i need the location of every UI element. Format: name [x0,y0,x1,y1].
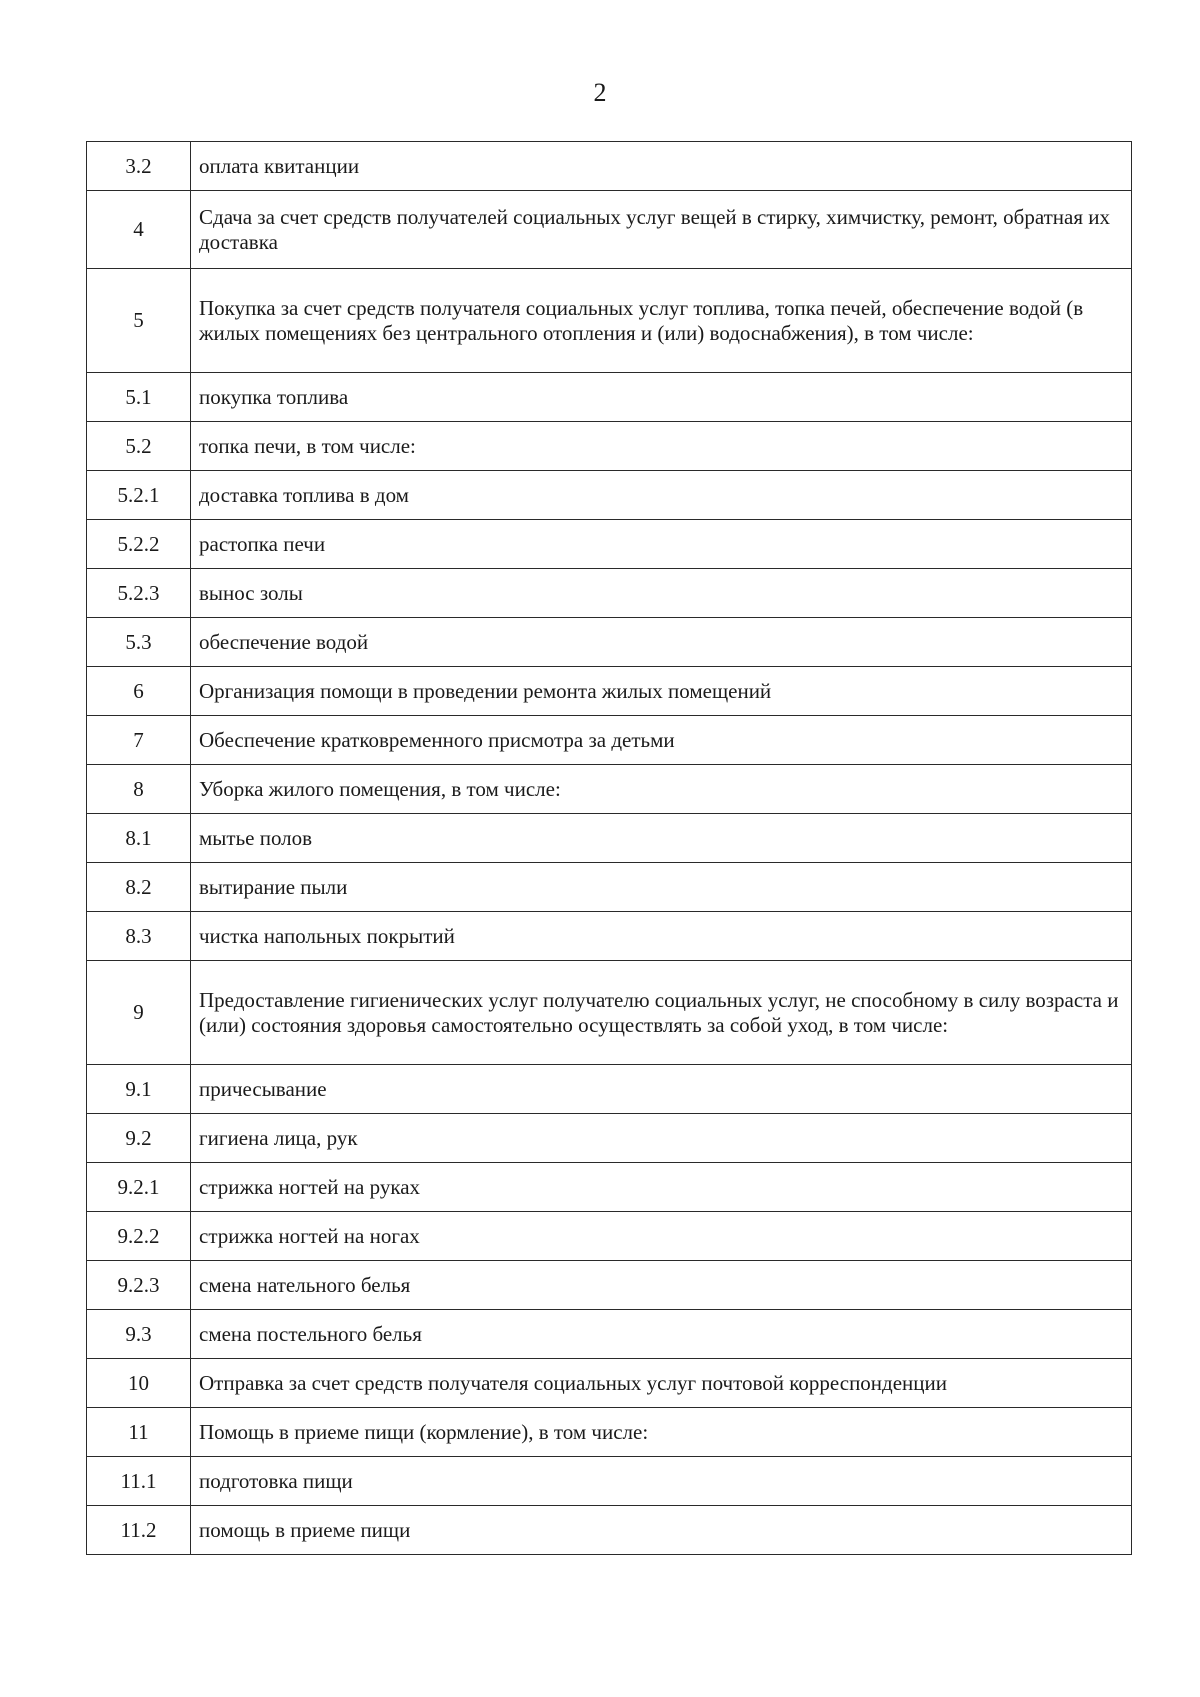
row-number: 5 [87,269,191,373]
table-row [87,716,1132,765]
row-description: Помощь в приеме пищи (кормление), в том числе: [191,1408,1132,1457]
table-row [87,912,1132,961]
row-number: 8.2 [87,863,191,912]
row-number: 6 [87,667,191,716]
row-description: вынос золы [191,569,1132,618]
table-row [87,1408,1132,1457]
row-description: Уборка жилого помещения, в том числе: [191,765,1132,814]
row-number: 8.3 [87,912,191,961]
row-description: Организация помощи в проведении ремонта жилых помещений [191,667,1132,716]
table-row [87,1310,1132,1359]
row-description: доставка топлива в дом [191,471,1132,520]
row-number: 11.2 [87,1506,191,1555]
row-description: гигиена лица, рук [191,1114,1132,1163]
row-description: помощь в приеме пищи [191,1506,1132,1555]
row-description: смена нательного белья [191,1261,1132,1310]
table-row [87,520,1132,569]
row-number: 9.2.3 [87,1261,191,1310]
row-number: 5.2.2 [87,520,191,569]
row-number: 9.3 [87,1310,191,1359]
table-row [87,142,1132,191]
row-description: Отправка за счет средств получателя социальных услуг почтовой корреспонденции [191,1359,1132,1408]
row-number: 8 [87,765,191,814]
row-description: смена постельного белья [191,1310,1132,1359]
table-row [87,1163,1132,1212]
table-row [87,863,1132,912]
row-description: обеспечение водой [191,618,1132,667]
row-description: Сдача за счет средств получателей социальных услуг вещей в стирку, химчистку, ремонт, обратная их доставка [191,191,1132,269]
table-row [87,1359,1132,1408]
row-number: 11.1 [87,1457,191,1506]
row-number: 8.1 [87,814,191,863]
row-number: 5.2 [87,422,191,471]
table-row [87,961,1132,1065]
row-number: 5.1 [87,373,191,422]
table-row [87,765,1132,814]
row-description: подготовка пищи [191,1457,1132,1506]
row-number: 11 [87,1408,191,1457]
row-number: 4 [87,191,191,269]
table-row [87,1212,1132,1261]
table-row [87,191,1132,269]
table-row [87,471,1132,520]
row-number: 9 [87,961,191,1065]
table-row [87,422,1132,471]
row-description: причесывание [191,1065,1132,1114]
table-row [87,269,1132,373]
row-number: 5.3 [87,618,191,667]
row-number: 5.2.1 [87,471,191,520]
row-description: стрижка ногтей на руках [191,1163,1132,1212]
row-description: Предоставление гигиенических услуг получателю социальных услуг, не способному в силу возраста и (или) состояния здоровья самостоятельно осуществлять за собой уход, в том числе: [191,961,1132,1065]
row-description: топка печи, в том числе: [191,422,1132,471]
row-number: 3.2 [87,142,191,191]
services-table [86,141,1132,1555]
table-row [87,667,1132,716]
table-row [87,1261,1132,1310]
table-row [87,1457,1132,1506]
row-number: 10 [87,1359,191,1408]
row-number: 9.2 [87,1114,191,1163]
row-description: мытье полов [191,814,1132,863]
table-row [87,569,1132,618]
row-number: 9.2.2 [87,1212,191,1261]
row-description: оплата квитанции [191,142,1132,191]
table-row [87,618,1132,667]
row-description: растопка печи [191,520,1132,569]
table-row [87,373,1132,422]
row-number: 7 [87,716,191,765]
page-number: 2 [593,78,607,107]
row-description: стрижка ногтей на ногах [191,1212,1132,1261]
table-row [87,814,1132,863]
row-number: 9.2.1 [87,1163,191,1212]
row-number: 9.1 [87,1065,191,1114]
row-description: покупка топлива [191,373,1132,422]
row-description: чистка напольных покрытий [191,912,1132,961]
row-number: 5.2.3 [87,569,191,618]
row-description: Покупка за счет средств получателя социальных услуг топлива, топка печей, обеспечение водой (в жилых помещениях без центрального отопления и (или) водоснабжения), в том числе: [191,269,1132,373]
row-description: Обеспечение кратковременного присмотра за детьми [191,716,1132,765]
table-row [87,1506,1132,1555]
row-description: вытирание пыли [191,863,1132,912]
table-row [87,1114,1132,1163]
table-row [87,1065,1132,1114]
